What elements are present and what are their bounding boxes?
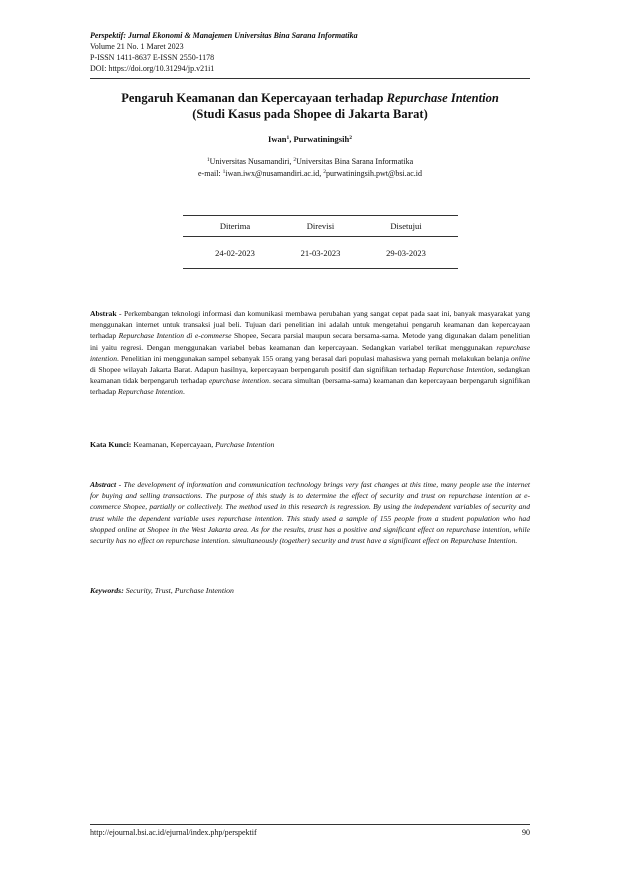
abstrak-text-4: di Shopee wilayah Jakarta Barat. Adapun hasilnya, kepercayaan berpengaruh positif dan signifikan terhadap [90,365,429,375]
kata-kunci-italic: Purchase Intention [215,440,275,449]
email-1-sup: 1 [222,169,226,175]
abstrak-italic-3: online [511,353,530,363]
inst-2-sup: 2 [293,157,297,163]
kata-kunci-label: Kata Kunci: [90,440,132,449]
author-2: Purwatiningsih [293,134,350,144]
title-italic: Repurchase Intention [386,91,499,105]
abstrak-text-7: . [182,387,185,397]
keywords-label: Keywords: [90,586,124,595]
author-1: Iwan [268,134,287,144]
dates-header-accepted: Disetujui [390,221,422,231]
footer-url[interactable]: http://ejournal.bsi.ac.id/ejurnal/index.php/perspektif [90,828,257,837]
title-line1: Pengaruh Keamanan dan Kepercayaan terhadap [121,91,387,105]
keywords [90,586,530,595]
title-line2: (Studi Kasus pada Shopee di Jakarta Barat) [192,107,428,121]
submission-dates-table [183,215,458,269]
abstrak-text-2: Shopee, Secara parsial maupun secara bersama-sama. Metode yang digunakan dalam penelitian ini yaitu regresi. Dengan menggunakan variabel bebas keamanan dan kepercayaan. Sedangkan variabel terikat menggunakan [90,331,530,352]
dates-header-received: Diterima [219,221,251,231]
inst-2: Universitas Bina Sarana Informatika [296,157,414,166]
dates-top-rule [183,215,458,216]
paper-title [90,90,530,122]
dates-header-revised: Direvisi [306,221,335,231]
abstrak-italic-6: Repurchase Intention [118,387,183,397]
author-1-sup: 1 [286,135,290,141]
kata-kunci [90,440,530,449]
abstrak-text-3: . Penelitian ini menggunakan sampel sebanyak 155 orang yang berasal dari populasi mahasiswa yang pernah melakukan belanja [117,353,512,363]
email-2-sup: 2 [323,169,326,175]
email-label: e-mail: [198,169,223,178]
abstract-text: - The development of information and communication technology brings very fast changes at this time, many people use the internet for buying and selling transactions. The purpose of this study is to determine the effect of security and trust on repurchase intention at e-commerce Shopee, partially or collectively. The method used in this research is regression. By using the independent variables of security and trust while the dependent variable uses repurchase intention. This study used a sample of 155 people from a student population who had shopped online at Shopee in the West Jakarta area. As for the results, trust has a positive and significant effect on repurchase intention, while security has no effect on repurchase intention. simultaneously (together) security and trust have a significant effect on Repurchase Intention. [90,480,530,546]
page-number: 90 [522,828,530,837]
inst-1: Universitas Nusamandiri, [209,157,294,166]
dates-value-row [183,248,458,258]
abstrak-text-6: . secara simultan (bersama-sama) keamanan dan kepercayaan berpengaruh signifikan terhadap [90,376,530,397]
keywords-text: Security, Trust, Purchase Intention [123,586,234,595]
email-1[interactable]: iwan.iwx@nusamandiri.ac.id, [225,169,324,178]
abstrak-italic-5: epurchase intention [208,376,269,386]
journal-name: Perspektif: Jurnal Ekonomi & Manajemen Universitas Bina Sarana Informatika [90,31,358,40]
author-2-sup: 2 [349,135,352,141]
abstrak-label: Abstrak [90,309,117,318]
dates-bottom-rule [183,268,458,269]
dates-header-row [183,221,458,231]
date-accepted: 29-03-2023 [386,248,426,258]
date-received: 24-02-2023 [215,248,255,258]
dates-mid-rule [183,236,458,237]
journal-volume: Volume 21 No. 1 Maret 2023 [90,42,184,51]
author-list [90,134,530,144]
journal-doi[interactable]: DOI: https://doi.org/10.31294/jp.v21i1 [90,64,215,73]
author-sep: , [289,134,294,144]
abstrak-italic-4: Repurchase Intention [428,365,494,375]
abstract-english [90,479,530,546]
affiliation-emails [90,168,530,180]
abstrak-italic-1: Repurchase Intention di e-commerse [118,331,232,341]
inst-1-sup: 1 [206,157,210,163]
date-revised: 21-03-2023 [300,248,341,258]
page-footer [90,828,530,837]
header-divider [90,78,530,79]
footer-divider [90,824,530,825]
affiliation-institutions [90,156,530,168]
journal-issn: P-ISSN 1411-8637 E-ISSN 2550-1178 [90,53,215,62]
email-2[interactable]: purwatiningsih.pwt@bsi.ac.id [325,169,422,178]
abstrak-text-1: - Perkembangan teknologi informasi dan komunikasi membawa perubahan yang sangat cepat pada saat ini, banyak masyarakat yang menggunakan internet untuk transaksi jual beli. Tujuan dari penelitian ini adalah untuk mengetahui pengaruh keamanan dan kepercayaan terhadap [90,309,530,341]
abstract-label: Abstract [90,480,117,489]
abstrak-italic-2: repurchase intention [90,342,530,363]
abstrak-text-5: , sedangkan keamanan tidak berpengaruh terhadap [90,365,530,386]
affiliations [90,156,530,180]
abstrak-indonesian [90,308,530,398]
journal-header [90,30,530,74]
kata-kunci-text: Keamanan, Kepercayaan, [131,440,216,449]
